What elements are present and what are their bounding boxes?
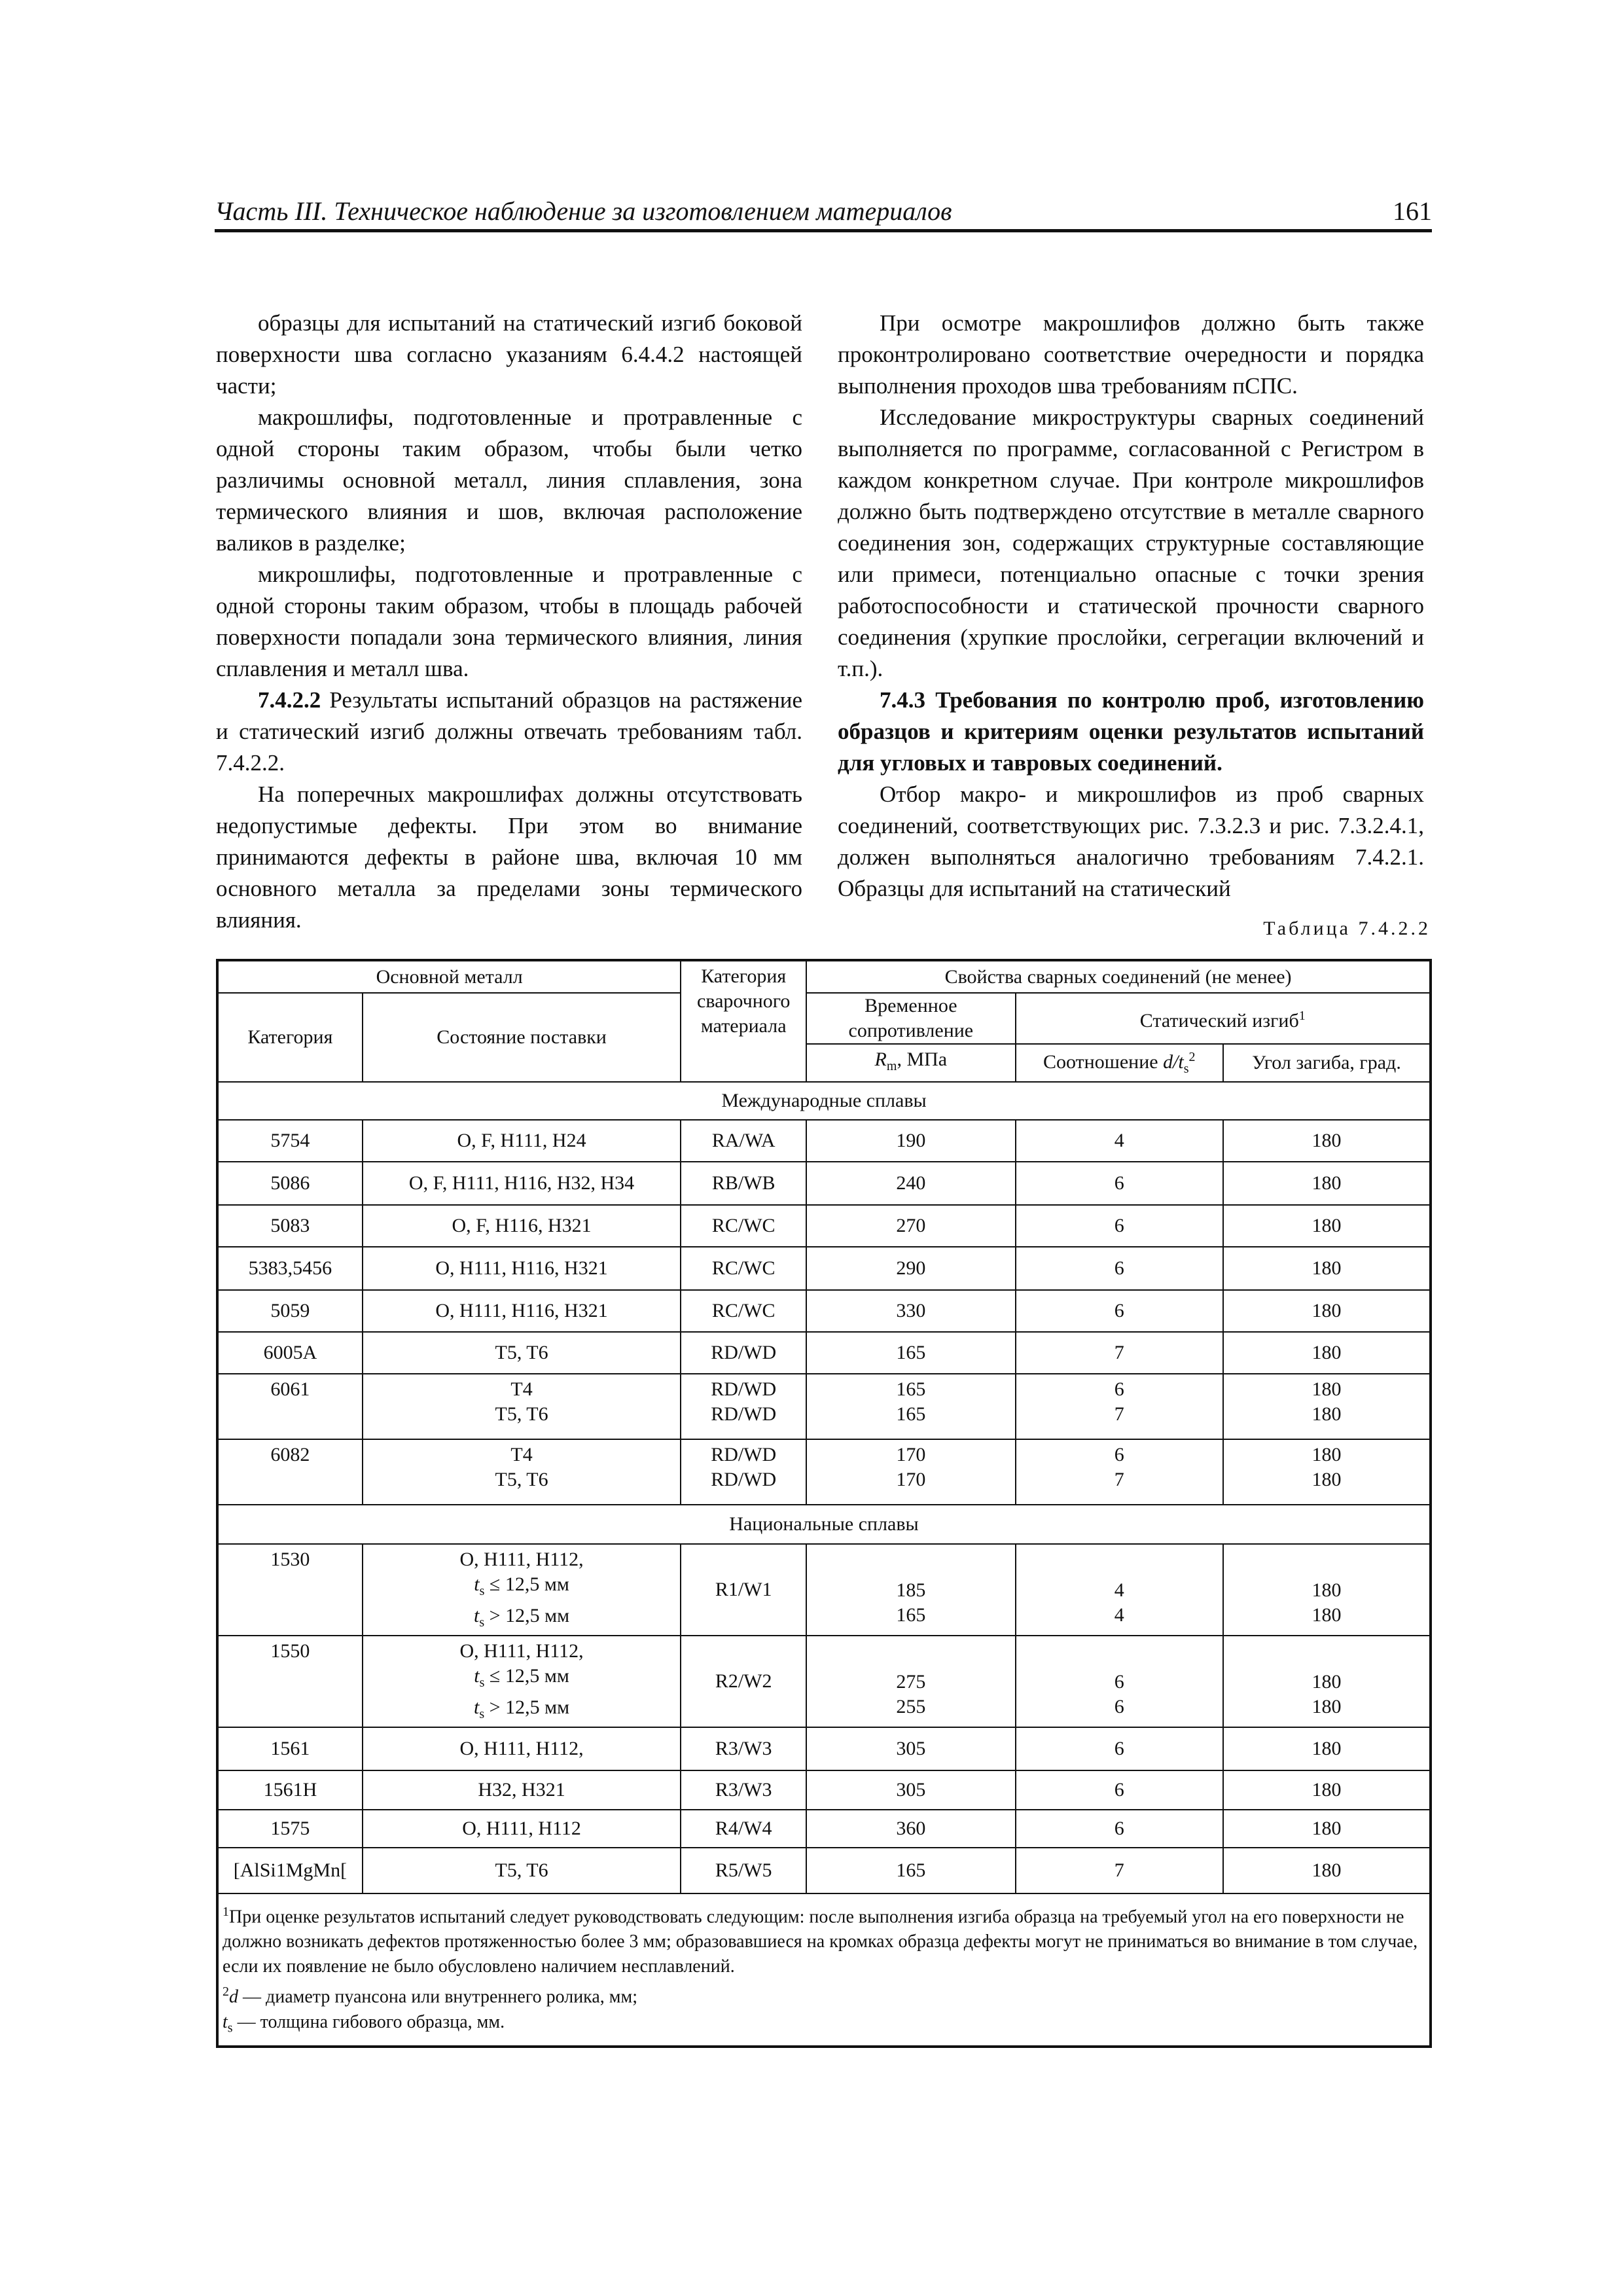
cell-state: O, H111, H112, bbox=[363, 1727, 681, 1770]
right-column bbox=[838, 308, 1424, 905]
thickness-line bbox=[366, 1664, 677, 1695]
cell-category: 5083 bbox=[217, 1205, 363, 1247]
ratio-label: Соотношение bbox=[1043, 1051, 1158, 1073]
cell-ratio: 6 bbox=[1016, 1290, 1223, 1332]
cell-material: R4/W4 bbox=[681, 1810, 806, 1848]
cell-ratio: 7 bbox=[1016, 1848, 1223, 1893]
cell-material: R5/W5 bbox=[681, 1848, 806, 1893]
rm-line: 165 bbox=[896, 1604, 926, 1626]
cell-angle: 180 bbox=[1223, 1332, 1431, 1374]
footnote-text: — толщина гибового образца, мм. bbox=[232, 2011, 505, 2032]
cell-material: R2/W2 bbox=[681, 1636, 806, 1727]
angle-line: 180 bbox=[1311, 1378, 1342, 1400]
ts-symbol: t bbox=[474, 1573, 480, 1595]
ts-sub: s bbox=[479, 1584, 485, 1598]
running-header bbox=[215, 196, 1432, 232]
section-national: Национальные сплавы bbox=[217, 1505, 1431, 1544]
cell-category: 1561 bbox=[217, 1727, 363, 1770]
angle-line: 180 bbox=[1311, 1696, 1342, 1717]
footnote-mark: 1 bbox=[223, 1905, 229, 1919]
thickness-cond: > 12,5 мм bbox=[489, 1605, 570, 1626]
cell-angle: 180 bbox=[1223, 1810, 1431, 1848]
cell-material: R3/W3 bbox=[681, 1727, 806, 1770]
table-footnotes bbox=[217, 1893, 1431, 2047]
ratio-line: 4 bbox=[1114, 1604, 1124, 1626]
cell-angle bbox=[1223, 1439, 1431, 1505]
angle-line: 180 bbox=[1311, 1604, 1342, 1626]
cell-category: 1561H bbox=[217, 1770, 363, 1810]
material-line: RD/WD bbox=[711, 1444, 777, 1465]
thickness-cond: ≤ 12,5 мм bbox=[489, 1573, 569, 1595]
clause-7-4-3-heading bbox=[838, 685, 1424, 779]
thickness-line bbox=[366, 1604, 677, 1635]
ratio-sub: s bbox=[1183, 1062, 1189, 1076]
clause-number: 7.4.2.2 bbox=[258, 687, 321, 713]
footnote-text: — диаметр пуансона или внутреннего ролика, мм; bbox=[238, 1986, 637, 2007]
state-line: T4 bbox=[510, 1444, 533, 1465]
cell-ratio: 6 bbox=[1016, 1727, 1223, 1770]
cell-category: 5059 bbox=[217, 1290, 363, 1332]
material-line: RD/WD bbox=[711, 1469, 777, 1490]
header-rm bbox=[806, 1044, 1015, 1082]
state-line: T4 bbox=[510, 1378, 533, 1400]
cell-state: O, F, H111, H24 bbox=[363, 1120, 681, 1162]
ts-sub: s bbox=[227, 2020, 233, 2036]
cell-state: O, F, H111, H116, H32, H34 bbox=[363, 1162, 681, 1205]
ts-symbol: t bbox=[474, 1696, 480, 1718]
clause-text: Результаты испытаний образцов на растяжение и статический изгиб должны отвечать требованиям табл. 7.4.2.2. bbox=[216, 687, 803, 776]
cell-material: RC/WC bbox=[681, 1205, 806, 1247]
paragraph: образцы для испытаний на статический изгиб боковой поверхности шва согласно указаниям 6.4.4.2 настоящей части; bbox=[216, 310, 802, 399]
rm-line: 185 bbox=[896, 1579, 926, 1601]
state-line: O, H111, H112, bbox=[459, 1549, 584, 1570]
state-line: T5, T6 bbox=[495, 1469, 548, 1490]
cell-ratio: 6 bbox=[1016, 1770, 1223, 1810]
thickness-cond: > 12,5 мм bbox=[489, 1696, 570, 1718]
clause-7-4-2-2 bbox=[216, 685, 802, 779]
ts-sub: s bbox=[479, 1676, 485, 1690]
cell-rm bbox=[806, 1636, 1015, 1727]
cell-category: 5754 bbox=[217, 1120, 363, 1162]
cell-angle: 180 bbox=[1223, 1162, 1431, 1205]
ratio-line: 7 bbox=[1114, 1403, 1124, 1425]
cell-rm bbox=[806, 1439, 1015, 1505]
cell-angle bbox=[1223, 1636, 1431, 1727]
cell-rm: 290 bbox=[806, 1247, 1015, 1290]
running-title: Часть III. Техническое наблюдение за изготовлением материалов bbox=[215, 196, 952, 226]
ratio-line: 6 bbox=[1114, 1378, 1124, 1400]
cell-state bbox=[363, 1439, 681, 1505]
footnote-3 bbox=[223, 2010, 1425, 2041]
rm-line: 170 bbox=[896, 1469, 926, 1490]
header-delivery-state: Состояние поставки bbox=[363, 993, 681, 1082]
paragraph: На поперечных макрошлифах должны отсутствовать недопустимые дефекты. При этом во внимание принимаются дефекты в районе шва, включая 10 мм основного металла за пределами зоны термического влияния. bbox=[216, 781, 802, 933]
thickness-cond: ≤ 12,5 мм bbox=[489, 1665, 569, 1687]
cell-category: 5383,5456 bbox=[217, 1247, 363, 1290]
cell-ratio bbox=[1016, 1636, 1223, 1727]
cell-rm: 360 bbox=[806, 1810, 1015, 1848]
cell-state: O, H111, H116, H321 bbox=[363, 1290, 681, 1332]
ts-sub: s bbox=[479, 1707, 485, 1721]
table-caption: Таблица 7.4.2.2 bbox=[1263, 918, 1431, 939]
cell-material: RD/WD bbox=[681, 1332, 806, 1374]
bend-label: Статический изгиб bbox=[1139, 1010, 1299, 1031]
ts-symbol: t bbox=[223, 2011, 228, 2032]
footnote-ref: 1 bbox=[1298, 1009, 1306, 1023]
cell-state: O, F, H116, H321 bbox=[363, 1205, 681, 1247]
rm-line: 165 bbox=[896, 1378, 926, 1400]
cell-material: RB/WB bbox=[681, 1162, 806, 1205]
cell-ratio bbox=[1016, 1544, 1223, 1636]
paragraph: микрошлифы, подготовленные и протравленные с одной стороны таким образом, чтобы в площадь рабочей поверхности попадали зона термического влияния, линия сплавления и металл шва. bbox=[216, 562, 802, 681]
cell-ratio: 7 bbox=[1016, 1332, 1223, 1374]
page-number: 161 bbox=[1393, 196, 1432, 226]
header-tensile: Временное сопротивление bbox=[806, 993, 1015, 1044]
ratio-line: 6 bbox=[1114, 1696, 1124, 1717]
cell-angle: 180 bbox=[1223, 1770, 1431, 1810]
cell-ratio bbox=[1016, 1374, 1223, 1439]
rm-sub: m bbox=[886, 1059, 897, 1073]
state-line: O, H111, H112, bbox=[459, 1640, 584, 1662]
cell-angle bbox=[1223, 1544, 1431, 1636]
cell-material bbox=[681, 1374, 806, 1439]
cell-state: T5, T6 bbox=[363, 1332, 681, 1374]
header-category: Категория bbox=[217, 993, 363, 1082]
cell-rm: 190 bbox=[806, 1120, 1015, 1162]
cell-category: 5086 bbox=[217, 1162, 363, 1205]
cell-ratio: 6 bbox=[1016, 1810, 1223, 1848]
cell-material: R1/W1 bbox=[681, 1544, 806, 1636]
left-column bbox=[216, 308, 802, 936]
header-bend bbox=[1016, 993, 1431, 1044]
state-line: T5, T6 bbox=[495, 1403, 548, 1425]
cell-material: RC/WC bbox=[681, 1247, 806, 1290]
angle-line: 180 bbox=[1311, 1671, 1342, 1693]
ratio-line: 6 bbox=[1114, 1444, 1124, 1465]
angle-line: 180 bbox=[1311, 1444, 1342, 1465]
header-ratio bbox=[1016, 1044, 1223, 1082]
angle-line: 180 bbox=[1311, 1469, 1342, 1490]
ratio-symbol: d/t bbox=[1163, 1051, 1184, 1073]
cell-category: 1575 bbox=[217, 1810, 363, 1848]
thickness-line bbox=[366, 1572, 677, 1604]
cell-state: H32, H321 bbox=[363, 1770, 681, 1810]
footnote-text: При оценке результатов испытаний следует руководствовать следующим: после выполнения изгиба образца на требуемый угол на его поверхности не должно возникать дефектов протяженностью более 3 мм; образовавшиеся на кромках образца дефекты могут не приниматься во внимание в том случае, если их появление не было обусловлено наличием несплавлений. bbox=[223, 1907, 1418, 1977]
rm-unit: , МПа bbox=[897, 1049, 948, 1070]
cell-angle bbox=[1223, 1374, 1431, 1439]
cell-rm: 330 bbox=[806, 1290, 1015, 1332]
material-line: RD/WD bbox=[711, 1403, 777, 1425]
ratio-line: 6 bbox=[1114, 1671, 1124, 1693]
cell-angle: 180 bbox=[1223, 1120, 1431, 1162]
cell-material bbox=[681, 1439, 806, 1505]
header-properties: Свойства сварных соединений (не менее) bbox=[806, 960, 1431, 993]
footnote-ref: 2 bbox=[1188, 1050, 1196, 1064]
cell-state bbox=[363, 1544, 681, 1636]
table-7-4-2-2 bbox=[216, 959, 1432, 2048]
header-base-metal: Основной металл bbox=[217, 960, 681, 993]
rm-line: 275 bbox=[896, 1671, 926, 1693]
cell-material: RA/WA bbox=[681, 1120, 806, 1162]
rm-symbol: R bbox=[874, 1049, 887, 1070]
cell-ratio bbox=[1016, 1439, 1223, 1505]
ts-sub: s bbox=[479, 1615, 485, 1630]
header-filler-category: Категория сварочного материала bbox=[681, 960, 806, 1082]
cell-rm: 305 bbox=[806, 1727, 1015, 1770]
cell-category: 6082 bbox=[217, 1439, 363, 1505]
cell-angle: 180 bbox=[1223, 1205, 1431, 1247]
cell-material: R3/W3 bbox=[681, 1770, 806, 1810]
cell-state: O, H111, H112 bbox=[363, 1810, 681, 1848]
paragraph: макрошлифы, подготовленные и протравленные с одной стороны таким образом, чтобы были четко различимы основной металл, линия сплавления, зона термического влияния и шов, включая расположение валиков в разделке; bbox=[216, 404, 802, 556]
angle-line: 180 bbox=[1311, 1579, 1342, 1601]
angle-line: 180 bbox=[1311, 1403, 1342, 1425]
cell-angle: 180 bbox=[1223, 1848, 1431, 1893]
cell-ratio: 6 bbox=[1016, 1247, 1223, 1290]
ts-symbol: t bbox=[474, 1605, 480, 1626]
cell-category: [AlSi1MgMn[ bbox=[217, 1848, 363, 1893]
cell-state bbox=[363, 1636, 681, 1727]
cell-category: 6005A bbox=[217, 1332, 363, 1374]
cell-state: O, H111, H116, H321 bbox=[363, 1247, 681, 1290]
cell-rm: 270 bbox=[806, 1205, 1015, 1247]
rm-line: 170 bbox=[896, 1444, 926, 1465]
material-line: RD/WD bbox=[711, 1378, 777, 1400]
footnote-mark: 2 bbox=[223, 1984, 229, 2000]
ratio-line: 7 bbox=[1114, 1469, 1124, 1490]
rm-line: 165 bbox=[896, 1403, 926, 1425]
d-symbol: d bbox=[229, 1986, 238, 2007]
cell-rm: 165 bbox=[806, 1332, 1015, 1374]
cell-state: T5, T6 bbox=[363, 1848, 681, 1893]
rm-line: 255 bbox=[896, 1696, 926, 1717]
cell-ratio: 4 bbox=[1016, 1120, 1223, 1162]
ratio-line: 4 bbox=[1114, 1579, 1124, 1601]
paragraph: Исследование микроструктуры сварных соединений выполняется по программе, согласованной с Регистром в каждом конкретном случае. При контроле микрошлифов должно быть подтверждено отсутствие в металле сварного соединения зон, содержащих структурные составляющие или примеси, потенциально опасные с точки зрения работоспособности и статической прочности сварного соединения (хрупкие прослойки, сегрегации включений и т.п.). bbox=[838, 404, 1424, 681]
cell-category: 1550 bbox=[217, 1636, 363, 1727]
cell-angle: 180 bbox=[1223, 1290, 1431, 1332]
section-international: Международные сплавы bbox=[217, 1082, 1431, 1120]
paragraph: Отбор макро- и микрошлифов из проб сварных соединений, соответствующих рис. 7.3.2.3 и рис. 7.3.2.4.1, должен выполняться аналогично требованиям 7.4.2.1. Образцы для испытаний на статический bbox=[838, 781, 1424, 901]
cell-rm: 165 bbox=[806, 1848, 1015, 1893]
cell-ratio: 6 bbox=[1016, 1205, 1223, 1247]
cell-rm bbox=[806, 1374, 1015, 1439]
header-angle: Угол загиба, град. bbox=[1223, 1044, 1431, 1082]
cell-angle: 180 bbox=[1223, 1247, 1431, 1290]
cell-rm: 240 bbox=[806, 1162, 1015, 1205]
cell-category: 6061 bbox=[217, 1374, 363, 1439]
paragraph: При осмотре макрошлифов должно быть также проконтролировано соответствие очередности и порядка выполнения проходов шва требованиям пСПС. bbox=[838, 310, 1424, 399]
cell-material: RC/WC bbox=[681, 1290, 806, 1332]
cell-ratio: 6 bbox=[1016, 1162, 1223, 1205]
cell-category: 1530 bbox=[217, 1544, 363, 1636]
thickness-line bbox=[366, 1695, 677, 1727]
cell-state bbox=[363, 1374, 681, 1439]
footnote-1 bbox=[223, 1899, 1425, 1979]
cell-angle: 180 bbox=[1223, 1727, 1431, 1770]
cell-rm: 305 bbox=[806, 1770, 1015, 1810]
clause-heading: 7.4.3 Требования по контролю проб, изготовлению образцов и критериям оценки результатов испытаний для угловых и тавровых соединений. bbox=[838, 687, 1424, 776]
ts-symbol: t bbox=[474, 1665, 480, 1687]
cell-rm bbox=[806, 1544, 1015, 1636]
footnote-2 bbox=[223, 1979, 1425, 2009]
